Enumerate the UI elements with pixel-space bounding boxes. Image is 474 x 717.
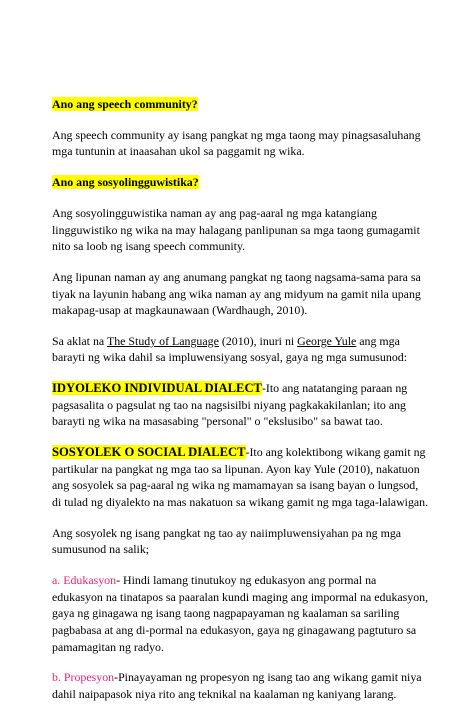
idyolek-definition: -Ito ang natatanging paraan ng pagsasalita o pagsulat ng tao na nagsisilbi niyang pagkakakilanlan; ito ang barayti ng wika na masasabing "personal" o "ekslusibo" sa bawat tao. xyxy=(52,381,408,429)
speech-community-heading xyxy=(52,96,430,113)
author-name: George Yule xyxy=(297,333,357,348)
edukasyon-text: - Hindi lamang tinutukoy ng edukasyon ang pormal na edukasyon na tinatapos sa paaralan kundi maging ang impormal na edukasyon, gaya ng ginagawa ng isang taong nagpapayaman ng kaalaman sa sariling pagbabasa at ang di-pormal na edukasyon, gaya ng ginagawang pagtuturo sa pamamagitan ng radyo. xyxy=(52,573,429,654)
sosyolingguwistika-heading xyxy=(52,174,430,191)
aklat-post-text: ang mga barayti ng wika dahil sa impluwensiyang sosyal, gaya ng mga sumusunod: xyxy=(52,333,408,365)
aklat-paragraph xyxy=(52,333,430,366)
edukasyon-label: a. Edukasyon xyxy=(52,573,117,588)
propesyon-text: -Pinayayaman ng propesyon ng isang tao ang wikang gamit niya dahil naipapasok niya rito ang teknikal na kaalaman ng kaniyang larang. xyxy=(52,670,422,701)
aklat-pre-text: Sa aklat na xyxy=(52,333,107,348)
edukasyon-item xyxy=(52,572,430,655)
idyolek-term: IDYOLEKO INDIVIDUAL DIALECT xyxy=(52,381,262,396)
document-body xyxy=(52,96,430,717)
sosyolek-definition: -Ito ang kolektibong wikang gamit ng partikular na pangkat ng mga tao sa lipunan. Ayon kay Yule (2010), nakatuon ang sosyolek sa pag-aaral ng wika ng mamamayan sa isang bayan o lungsod, di tulad ng diyalekto na mas nakatuon sa wikang gamit ng mga taga-lalawigan. xyxy=(52,445,429,509)
book-title: The Study of Language xyxy=(106,333,219,348)
propesyon-label: b. Propesyon xyxy=(52,670,115,685)
salik-intro: Ang sosyolek ng isang pangkat ng tao ay naiimpluwensiyahan pa ng mga sumusunod na salik; xyxy=(52,525,402,557)
idyolek-paragraph xyxy=(52,380,430,430)
propesyon-item xyxy=(52,669,430,702)
sosyolek-paragraph xyxy=(52,444,430,510)
sosyolingguwistika-definition: Ang sosyolingguwistika naman ay ang pag-aaral ng mga katangiang lingguwistiko ng wika na may halagang panlipunan sa mga taong gumagamit nito sa loob ng isang speech community. xyxy=(52,205,420,254)
speech-community-definition: Ang speech community ay isang pangkat ng mga taong may pinagsasaluhang mga tuntunin at inaasahan ukol sa paggamit ng wika. xyxy=(52,127,421,159)
sosyolingguwistika-heading-text: Ano ang sosyolingguwistika? xyxy=(52,175,199,190)
lipunan-paragraph: Ang lipunan naman ay ang anumang pangkat ng taong nagsama-sama para sa tiyak na layunin habang ang wika naman ay ang midyum na gamit nila upang makapag-usap at magkaunawaan (Wardhaugh, 2010). xyxy=(52,269,421,318)
sosyolek-term: SOSYOLEK O SOCIAL DIALECT xyxy=(52,445,246,460)
aklat-mid-text: (2010), inuri ni xyxy=(218,333,298,348)
speech-community-heading-text: Ano ang speech community? xyxy=(52,97,198,111)
